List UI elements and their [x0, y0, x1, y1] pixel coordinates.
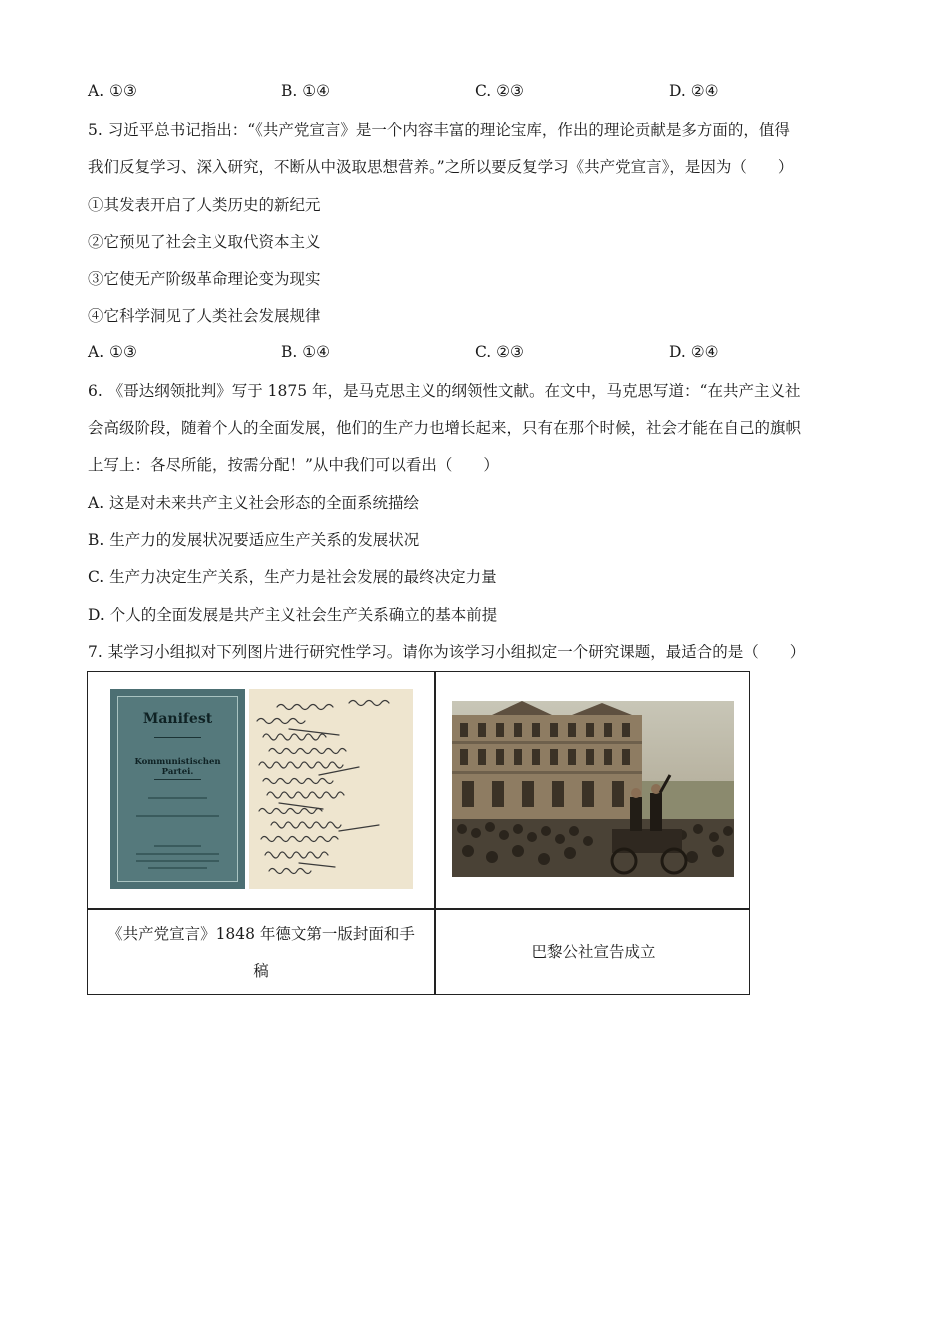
left-caption-line-1: 《共产党宣言》1848 年德文第一版封面和手 [107, 925, 415, 943]
q6-stem-line-3: 上写上：各尽所能，按需分配！”从中我们可以看出（ ） [88, 456, 499, 474]
q5-option-c: C. ②③ [475, 343, 524, 361]
q6-stem-line-2: 会高级阶段，随着个人的全面发展，他们的生产力也增长起来，只有在那个时候，社会才能在自己的旗帜 [88, 419, 802, 437]
manifesto-cover-image [110, 689, 245, 889]
q5-option-d: D. ②④ [669, 343, 719, 361]
q5-item-4: ④它科学洞见了人类社会发展规律 [88, 307, 321, 325]
q6-choice-b: B. 生产力的发展状况要适应生产关系的发展状况 [88, 531, 420, 549]
q6-choice-c: C. 生产力决定生产关系，生产力是社会发展的最终决定力量 [88, 568, 497, 586]
q4-options [88, 82, 868, 102]
cover-title: Manifest [142, 711, 213, 727]
left-caption-line-2: 稿 [253, 962, 269, 980]
q5-stem-line-2: 我们反复学习、深入研究，不断从中汲取思想营养。”之所以要反复学习《共产党宣言》，是因为（ ） [88, 158, 794, 176]
q4-option-b: B. ①④ [281, 82, 331, 100]
q5-options [88, 343, 868, 363]
q6-choice-d: D. 个人的全面发展是共产主义社会生产关系确立的基本前提 [88, 606, 498, 624]
q6-stem-line-1: 6. 《哥达纲领批判》写于 1875 年，是马克思主义的纲领性文献。在文中，马克思写道：“在共产主义社 [88, 382, 801, 400]
cover-subtitle: Kommunistischen Partei. [134, 757, 221, 777]
q4-option-c: C. ②③ [475, 82, 524, 100]
left-caption [96, 916, 426, 990]
paris-commune-image [452, 701, 734, 877]
q5-stem-line-1: 5. 习近平总书记指出：“《共产党宣言》是一个内容丰富的理论宝库，作出的理论贡献是多方面的，值得 [88, 121, 790, 139]
q5-option-b: B. ①④ [281, 343, 331, 361]
q5-item-1: ①其发表开启了人类历史的新纪元 [88, 196, 321, 214]
q7-stem: 7. 某学习小组拟对下列图片进行研究性学习。请你为该学习小组拟定一个研究课题，最适合的是（ ） [88, 643, 806, 661]
q5-item-3: ③它使无产阶级革命理论变为现实 [88, 270, 321, 288]
q7-image-table [87, 671, 750, 995]
q5-item-2: ②它预见了社会主义取代资本主义 [88, 233, 321, 251]
q4-option-d: D. ②④ [669, 82, 719, 100]
q4-option-a: A. ①③ [88, 82, 137, 100]
manuscript-image [249, 689, 413, 889]
q6-choice-a: A. 这是对未来共产主义社会形态的全面系统描绘 [88, 494, 420, 512]
table-row-divider [88, 908, 749, 910]
q5-option-a: A. ①③ [88, 343, 137, 361]
right-caption: 巴黎公社宣告成立 [531, 943, 656, 961]
